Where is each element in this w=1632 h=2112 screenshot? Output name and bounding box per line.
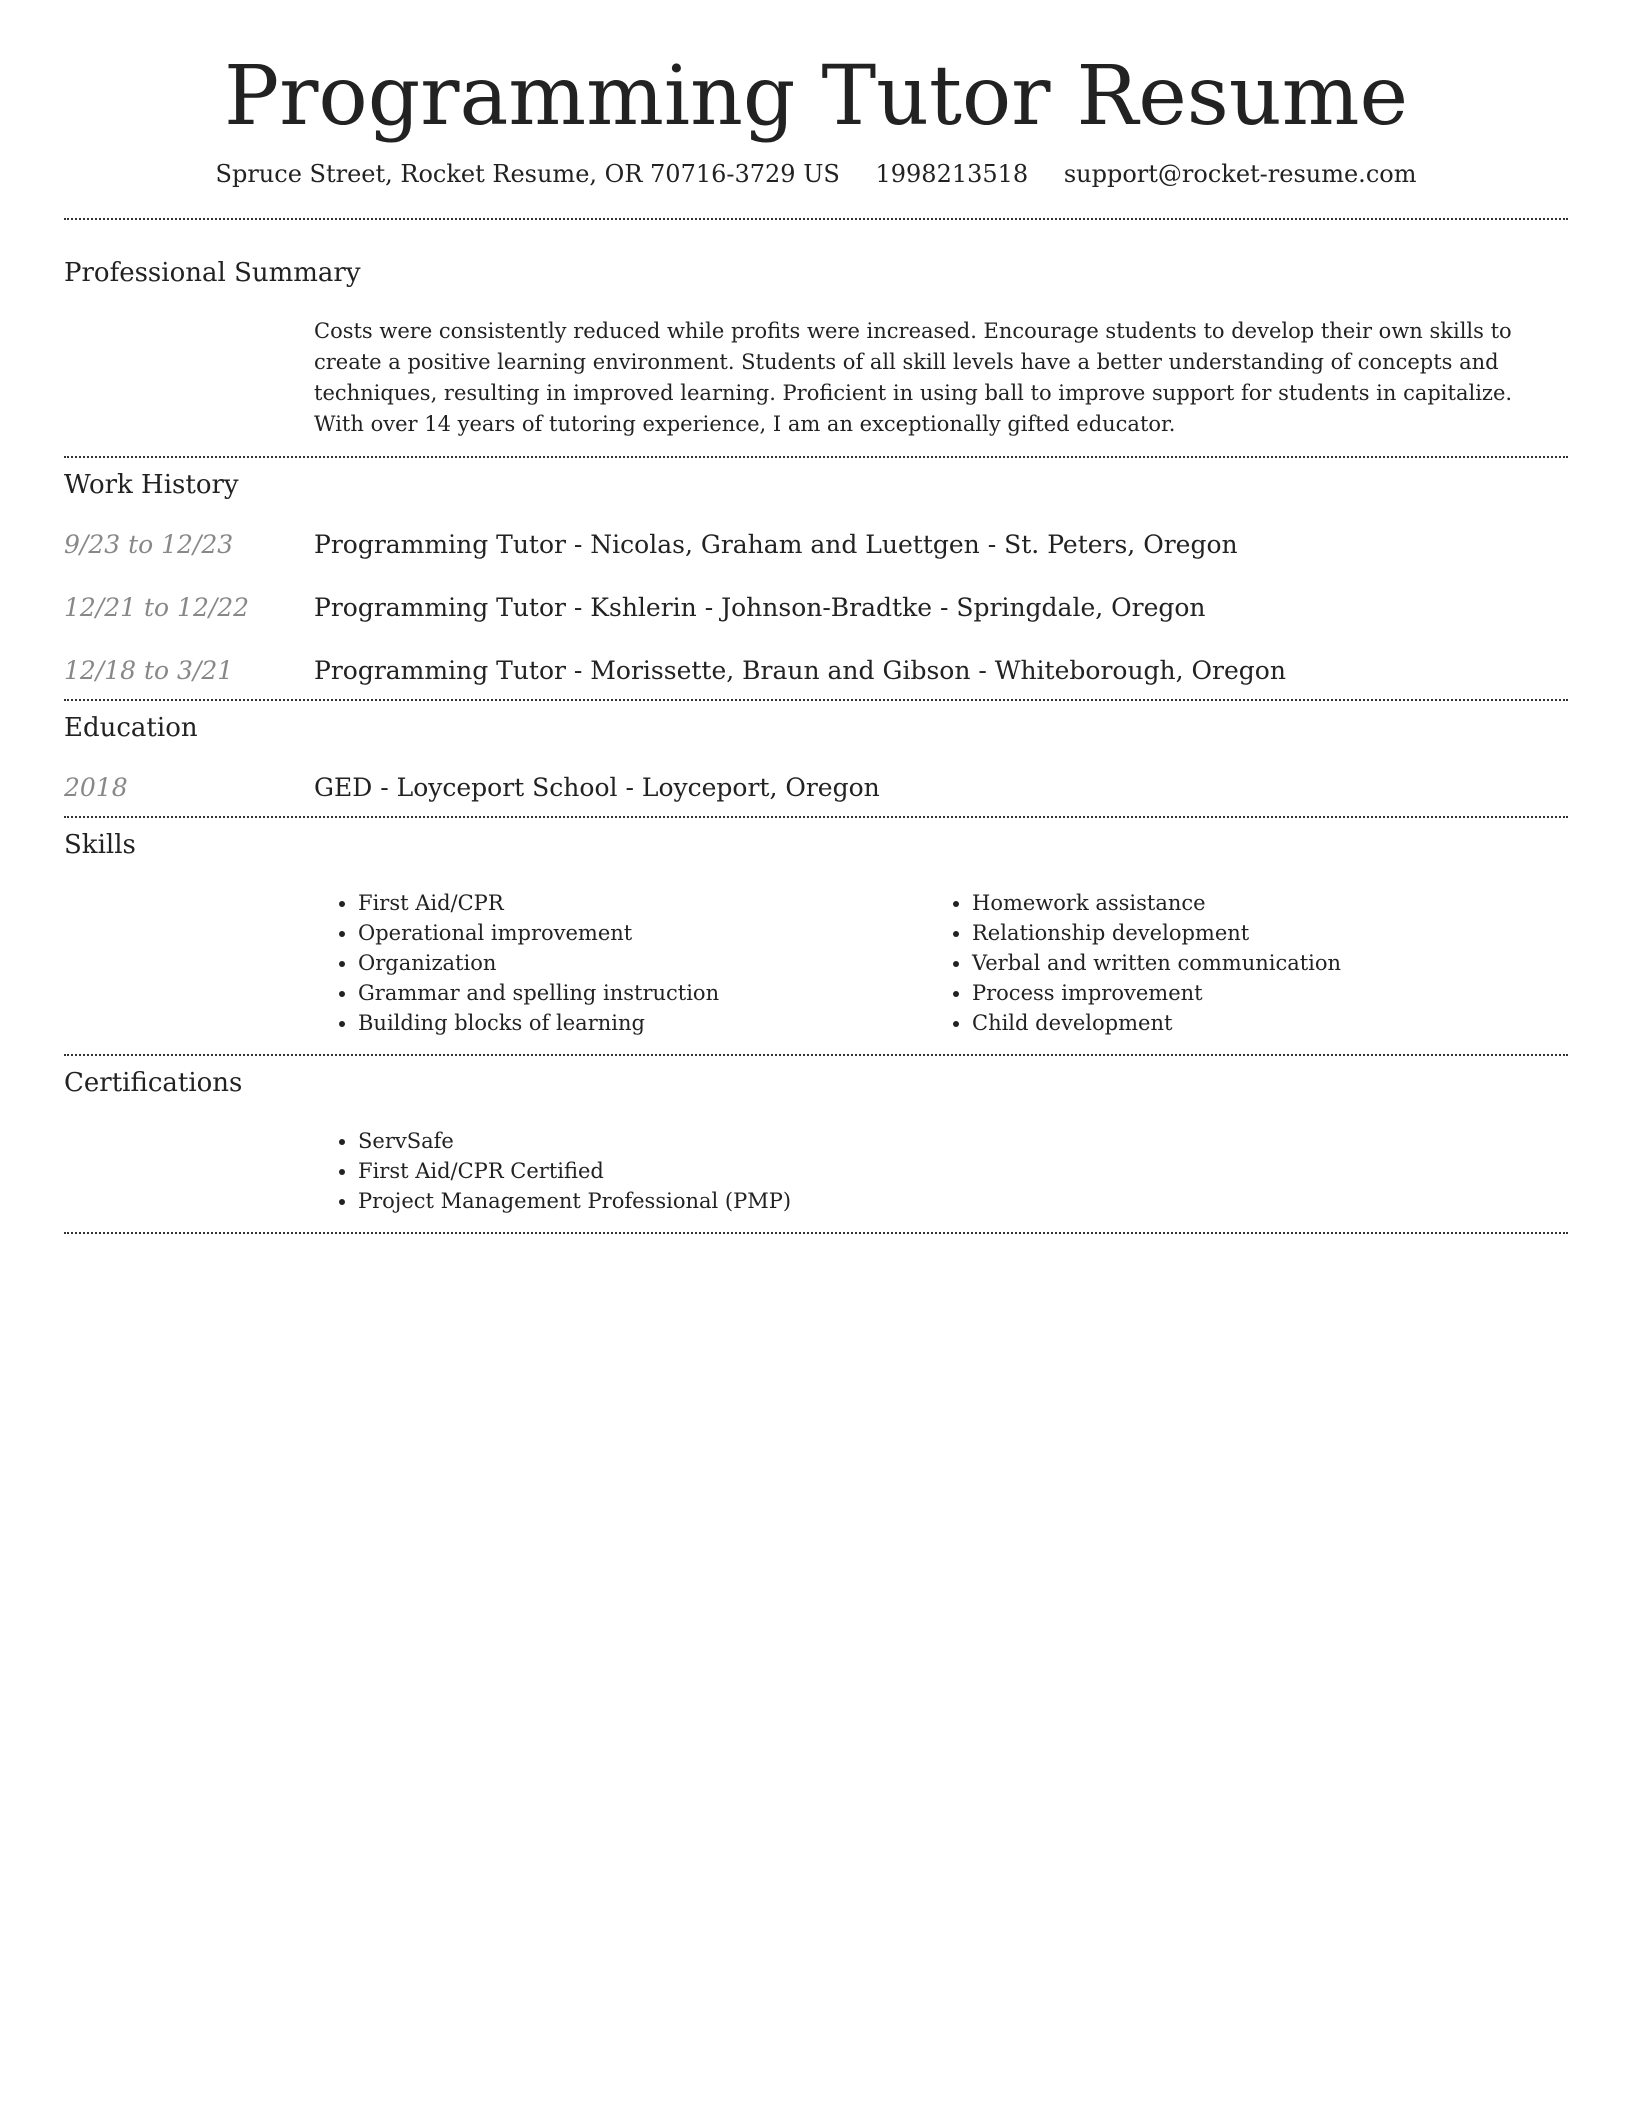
skills-list [314,888,928,1038]
education-entry [64,773,1568,802]
job-dates: 12/21 to 12/22 [64,593,250,623]
job-line [314,593,1206,622]
skill-item: • Process improvement [972,978,1542,1008]
skill-item: • Relationship development [972,918,1542,948]
education-degree: GED [314,773,373,803]
work-history-section [64,470,1568,699]
job-title: Programming Tutor [314,656,566,686]
section-title-work-history: Work History [64,470,239,501]
job-details: - Nicolas, Graham and Luettgen - St. Peters, Oregon [565,530,1238,560]
skill-item: • Grammar and spelling instruction [358,978,928,1008]
section-title-certifications: Certifications [64,1068,243,1099]
resume-page [64,0,1568,1234]
skills-columns [314,888,1568,1038]
certifications-section [64,1068,1568,1216]
job-entry [64,530,1568,559]
divider [64,816,1568,818]
divider [64,218,1568,220]
education-details: - Loyceport School - Loyceport, Oregon [372,773,880,803]
divider [64,1232,1568,1234]
contact-phone: 1998213518 [875,160,1029,189]
certification-item: • ServSafe [358,1126,1568,1156]
contact-email: support@rocket-resume.com [1063,160,1417,189]
job-line [314,656,1286,685]
skill-item: • Building blocks of learning [358,1008,928,1038]
certifications-list [314,1126,1568,1216]
section-title-skills: Skills [64,830,136,861]
summary-text: Costs were consistently reduced while profits were increased. Encourage students to develop their own skills to create a positive learning environment. Students of all skill levels have a better understanding of concepts and techniques, resulting in improved learning. Proficient in using ball to improve support for students in capitalize. With over 14 years of tutoring experience, I am an exceptionally gifted educator. [314,319,1513,437]
divider [64,1054,1568,1056]
divider [64,699,1568,701]
section-title-education: Education [64,713,198,744]
job-title: Programming Tutor [314,530,566,560]
job-dates: 12/18 to 3/21 [64,656,234,686]
job-details: - Kshlerin - Johnson-Bradtke - Springdale, Oregon [565,593,1206,623]
certification-item: • Project Management Professional (PMP) [358,1186,1568,1216]
section-title-summary: Professional Summary [64,258,361,289]
skills-section [64,830,1568,1038]
skills-list [928,888,1542,1038]
education-year: 2018 [64,773,128,803]
skill-item: • Verbal and written communication [972,948,1542,978]
skills-column-right [928,888,1542,1038]
skill-item: • Child development [972,1008,1542,1038]
contact-line [64,160,1568,188]
skill-item: • Organization [358,948,928,978]
skill-item: • First Aid/CPR [358,888,928,918]
job-entry [64,593,1568,622]
job-title: Programming Tutor [314,593,566,623]
education-section [64,713,1568,816]
resume-title: Programming Tutor Resume [224,49,1408,144]
skill-item: • Homework assistance [972,888,1542,918]
job-line [314,530,1238,559]
certifications-wrap [314,1126,1568,1216]
job-dates: 9/23 to 12/23 [64,530,234,560]
professional-summary-section [64,258,1568,440]
skill-item: • Operational improvement [358,918,928,948]
certification-item: • First Aid/CPR Certified [358,1156,1568,1186]
job-details: - Morissette, Braun and Gibson - Whiteborough, Oregon [565,656,1286,686]
job-entry [64,656,1568,685]
contact-address: Spruce Street, Rocket Resume, OR 70716-3729 US [215,160,840,189]
skills-column-left [314,888,928,1038]
divider [64,456,1568,458]
education-line [314,773,880,802]
resume-header [64,0,1568,188]
